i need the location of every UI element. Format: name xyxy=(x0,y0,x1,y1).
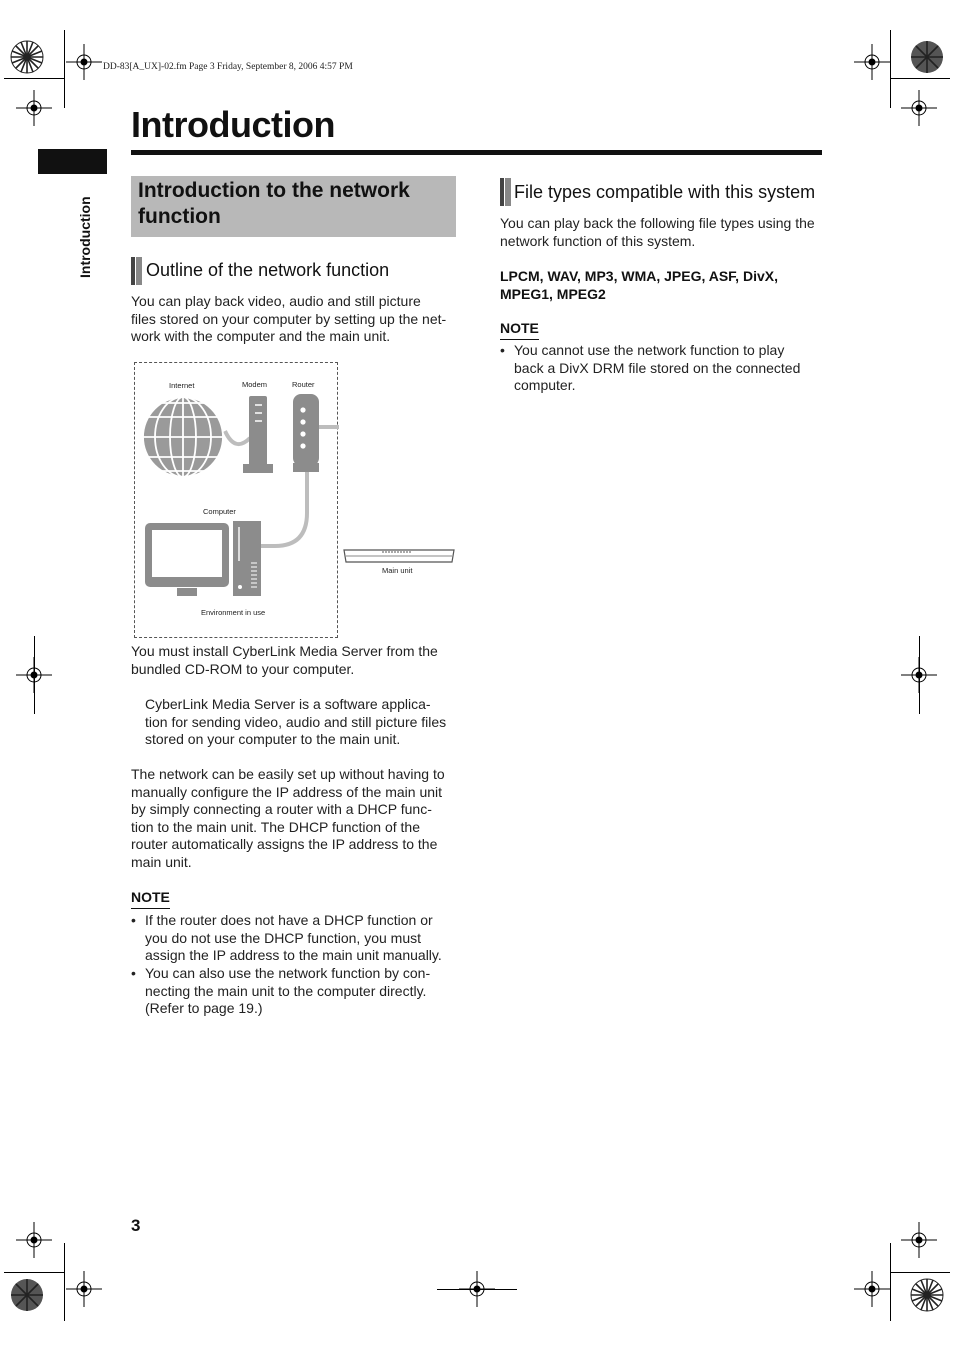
text-line: by simply connecting a router with a DHCP func- xyxy=(131,801,432,818)
text-line: you do not use the DHCP function, you must xyxy=(145,929,422,946)
file-types-paragraph xyxy=(500,215,825,250)
registration-mark xyxy=(854,44,890,80)
cable xyxy=(225,431,250,444)
text-line: tion to the main unit. The DHCP function of the xyxy=(131,818,420,835)
note-bullet xyxy=(131,965,456,1018)
cable xyxy=(255,471,307,546)
install-paragraph xyxy=(131,643,456,678)
text-line: network function of this system. xyxy=(500,232,696,249)
note-bullet xyxy=(500,342,825,395)
crop-mark xyxy=(4,1272,64,1273)
main-unit-label: Main unit xyxy=(382,566,413,575)
text-line: main unit. xyxy=(131,853,192,870)
outline-heading: Outline of the network function xyxy=(146,260,390,280)
router-icon xyxy=(293,394,319,472)
network-diagram xyxy=(134,362,338,638)
crop-mark xyxy=(4,78,64,79)
side-tab-label: Introduction xyxy=(77,196,93,278)
side-tab xyxy=(77,182,99,278)
crop-mark xyxy=(890,30,891,108)
crop-mark xyxy=(919,636,920,714)
note-bullet xyxy=(131,912,456,965)
note-heading: NOTE xyxy=(131,889,170,909)
internet-globe-icon xyxy=(143,397,223,477)
registration-mark xyxy=(16,1222,52,1258)
cyberlink-paragraph xyxy=(145,696,456,749)
file-header-note: DD-83[A_UX]-02.fm Page 3 Friday, September 8, 2006 4:57 PM xyxy=(103,62,353,72)
title-rule xyxy=(131,150,822,155)
section-heading: Introduction to the network function xyxy=(138,179,410,228)
side-tab-block xyxy=(38,149,107,174)
main-unit-icon xyxy=(342,546,456,566)
text-line: MPEG1, MPEG2 xyxy=(500,286,606,302)
text-line: work with the computer and the main unit. xyxy=(131,328,391,345)
network-paragraph xyxy=(131,766,456,872)
crop-mark xyxy=(437,1289,517,1290)
starburst-mark xyxy=(10,1278,44,1312)
crop-mark xyxy=(64,1243,65,1321)
registration-mark xyxy=(854,1271,890,1307)
page-number: 3 xyxy=(131,1216,141,1235)
environment-label: Environment in use xyxy=(201,608,266,617)
crop-mark xyxy=(890,1272,950,1273)
note-heading: NOTE xyxy=(500,320,539,340)
computer-label: Computer xyxy=(203,507,236,516)
text-line: bundled CD-ROM to your computer. xyxy=(131,660,355,677)
text-line: back a DivX DRM file stored on the connected xyxy=(514,359,801,376)
internet-label: Internet xyxy=(169,381,195,390)
modem-icon xyxy=(243,396,273,473)
diagram-illustration xyxy=(135,363,339,639)
registration-mark xyxy=(901,1222,937,1258)
text-line: • You can also use the network function by con- xyxy=(145,965,431,981)
formats-list xyxy=(500,267,825,303)
text-line: You can play back video, audio and still picture xyxy=(131,293,421,309)
text-line: stored on your computer to the main unit. xyxy=(145,731,401,748)
text-line: You must install CyberLink Media Server from the xyxy=(131,643,438,659)
crop-mark xyxy=(890,78,950,79)
starburst-mark xyxy=(910,40,944,74)
registration-mark xyxy=(16,90,52,126)
registration-mark xyxy=(901,90,937,126)
page-title: Introduction xyxy=(131,104,335,145)
starburst-mark xyxy=(10,40,44,74)
router-label: Router xyxy=(292,380,315,389)
computer-icon xyxy=(145,521,261,596)
intro-paragraph xyxy=(131,293,456,346)
file-types-heading: File types compatible with this system xyxy=(514,182,816,202)
crop-mark xyxy=(890,1243,891,1321)
text-line: (Refer to page 19.) xyxy=(145,1000,263,1017)
text-line: tion for sending video, audio and still picture files xyxy=(145,713,447,730)
text-line: assign the IP address to the main unit manually. xyxy=(145,947,442,964)
registration-mark xyxy=(66,44,102,80)
registration-mark xyxy=(66,1271,102,1307)
cable xyxy=(317,427,339,551)
text-line: You can play back the following file types using the xyxy=(500,215,815,231)
text-line: • If the router does not have a DHCP function or xyxy=(145,912,433,928)
text-line: necting the main unit to the computer directly. xyxy=(145,982,427,999)
text-line: manually configure the IP address of the main unit xyxy=(131,783,443,800)
crop-mark xyxy=(34,636,35,714)
text-line: router automatically assigns the IP address to the xyxy=(131,836,438,853)
text-line: CyberLink Media Server is a software applica- xyxy=(145,696,431,712)
starburst-mark xyxy=(910,1278,944,1312)
subheading-bar xyxy=(500,178,511,206)
text-line: computer. xyxy=(514,377,576,394)
crop-mark xyxy=(64,30,65,108)
subheading-bar xyxy=(131,257,142,285)
text-line: files stored on your computer by setting up the net- xyxy=(131,310,447,327)
text-line: LPCM, WAV, MP3, WMA, JPEG, ASF, DivX, xyxy=(500,268,778,284)
text-line: The network can be easily set up without having to xyxy=(131,766,445,782)
text-line: • You cannot use the network function to play xyxy=(514,342,785,358)
modem-label: Modem xyxy=(242,380,268,389)
